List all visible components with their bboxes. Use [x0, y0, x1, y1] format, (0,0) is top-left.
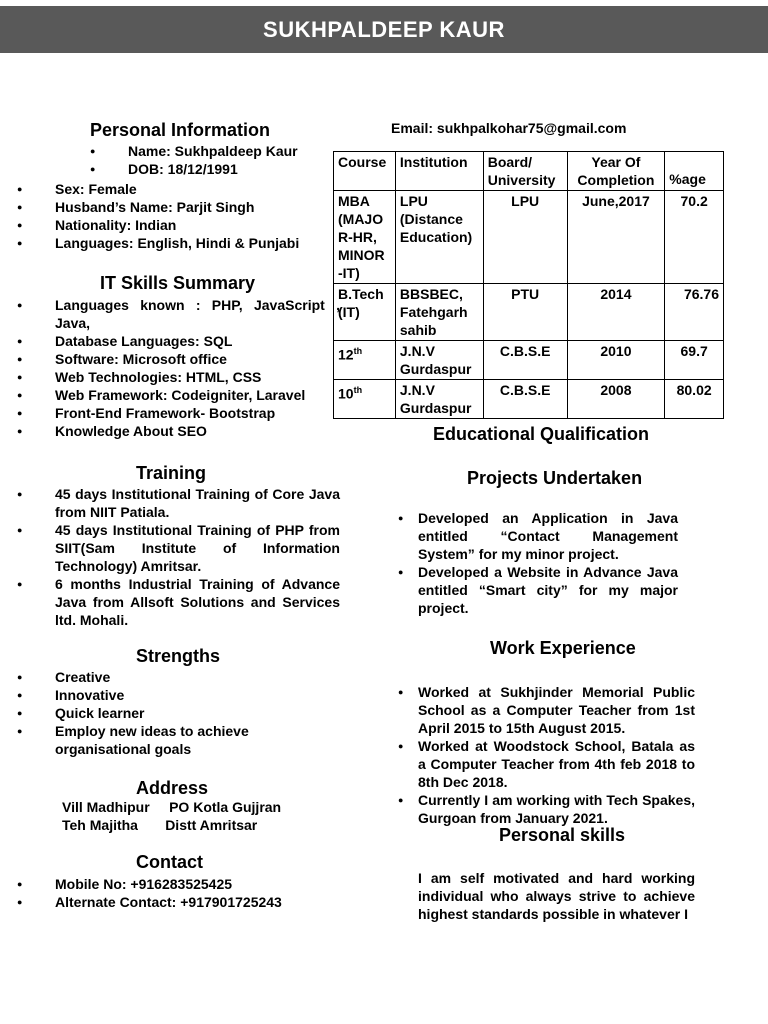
table-cell: C.B.S.E [483, 341, 567, 380]
training-title: Training [136, 463, 207, 483]
list-item: ● Worked at Sukhjinder Memorial Public School as a Computer Teacher from 1st April 2015 to 15th August 2015. [398, 683, 695, 737]
table-cell: 76.76 [665, 284, 724, 341]
table-cell: BBSBEC, Fatehgarh sahib [395, 284, 483, 341]
personal-name: ● Name: Sukhpaldeep Kaur [90, 142, 330, 160]
list-item: ● Developed an Application in Java entitled “Contact Management System” for my minor project. [398, 509, 678, 563]
table-cell: 80.02 [665, 380, 724, 419]
list-item: ● Developed a Website in Advance Java entitled “Smart city” for my major project. [398, 563, 678, 617]
projects-title: Projects Undertaken [467, 468, 643, 488]
projects-list [398, 509, 678, 617]
table-header: Institution [395, 152, 483, 191]
table-cell: 2010 [567, 341, 665, 380]
table-header: Board/ University [483, 152, 567, 191]
table-row [334, 284, 724, 341]
list-item: ● Creative [17, 668, 277, 686]
personal-info-title: Personal Information [90, 120, 271, 140]
list-item: ● Web Framework: Codeigniter, Laravel [17, 386, 340, 404]
list-item: ● Innovative [17, 686, 277, 704]
table-cell: 70.2 [665, 191, 724, 284]
personal-skills-title: Personal skills [499, 825, 626, 845]
table-cell: 69.7 [665, 341, 724, 380]
it-skills-list [17, 296, 340, 440]
list-item: ● 6 months Industrial Training of Advance Java from Allsoft Solutions and Services ltd. Mohali. [17, 575, 340, 629]
personal-dob: ● DOB: 18/12/1991 [90, 160, 330, 178]
table-row [334, 380, 724, 419]
list-item: ● 45 days Institutional Training of PHP from SIIT(Sam Institute of Information Technology) Amritsar. [17, 521, 340, 575]
work-list [398, 683, 695, 827]
education-title: Educational Qualification [433, 424, 650, 444]
table-header-row [334, 152, 724, 191]
table-header: Year Of Completion [567, 152, 665, 191]
address-line-1: Vill Madhipur PO Kotla Gujjran [62, 799, 282, 815]
table-cell: B.Tech (IT) [334, 284, 396, 341]
table-cell: LPU [483, 191, 567, 284]
contact-mobile: ● Mobile No: +916283525425 [17, 875, 317, 893]
list-item: ● Knowledge About SEO [17, 422, 340, 440]
list-item: ● Quick learner [17, 704, 277, 722]
address-title: Address [136, 778, 209, 798]
list-item: ● Worked at Woodstock School, Batala as a Computer Teacher from 4th feb 2018 to 8th Dec 2018. [398, 737, 695, 791]
table-cell: MBA (MAJO R-HR, MINOR -IT) [334, 191, 396, 284]
address-line-2: Teh Majitha Distt Amritsar [62, 817, 258, 833]
table-cell: 10th [334, 380, 396, 419]
personal-nationality: ● Nationality: Indian [17, 216, 317, 234]
table-cell: LPU (Distance Education) [395, 191, 483, 284]
table-cell: 12th [334, 341, 396, 380]
table-row [334, 341, 724, 380]
list-item: ● Front-End Framework- Bootstrap [17, 404, 340, 422]
personal-info-sub-list [90, 142, 330, 178]
list-item: ● Languages known : PHP, JavaScript , Java, [17, 296, 340, 332]
strengths-list [17, 668, 277, 758]
personal-husband: ● Husband’s Name: Parjit Singh [17, 198, 317, 216]
table-cell: 2008 [567, 380, 665, 419]
table-cell: C.B.S.E [483, 380, 567, 419]
contact-alternate: ● Alternate Contact: +917901725243 [17, 893, 317, 911]
contact-title: Contact [136, 852, 203, 872]
strengths-title: Strengths [136, 646, 221, 666]
table-cell: June,2017 [567, 191, 665, 284]
contact-list [17, 875, 317, 911]
resume-name-header: SUKHPALDEEP KAUR [0, 6, 768, 53]
personal-skills-text: I am self motivated and hard working individual who always strive to achieve highest standards possible in whatever I [418, 870, 695, 922]
list-item: ● Software: Microsoft office [17, 350, 340, 368]
table-cell: 2014 [567, 284, 665, 341]
table-cell: PTU [483, 284, 567, 341]
email: Email: sukhpalkohar75@gmail.com [391, 120, 627, 136]
education-table [333, 151, 724, 419]
list-item: ● Web Technologies: HTML, CSS [17, 368, 340, 386]
table-header: %age [665, 152, 724, 191]
work-title: Work Experience [490, 638, 636, 658]
list-item: ● Currently I am working with Tech Spakes, Gurgoan from January 2021. [398, 791, 695, 827]
table-cell: J.N.V Gurdaspur [395, 380, 483, 419]
table-row [334, 191, 724, 284]
table-cell: J.N.V Gurdaspur [395, 341, 483, 380]
personal-info-list [17, 180, 317, 252]
table-header: Course [334, 152, 396, 191]
it-skills-title: IT Skills Summary [100, 273, 256, 293]
list-item: ● Employ new ideas to achieve organisational goals [17, 722, 277, 758]
list-item: ● 45 days Institutional Training of Core Java from NIIT Patiala. [17, 485, 340, 521]
personal-languages: ● Languages: English, Hindi & Punjabi [17, 234, 317, 252]
training-list [17, 485, 340, 629]
list-item: ● Database Languages: SQL [17, 332, 340, 350]
personal-sex: ● Sex: Female [17, 180, 317, 198]
